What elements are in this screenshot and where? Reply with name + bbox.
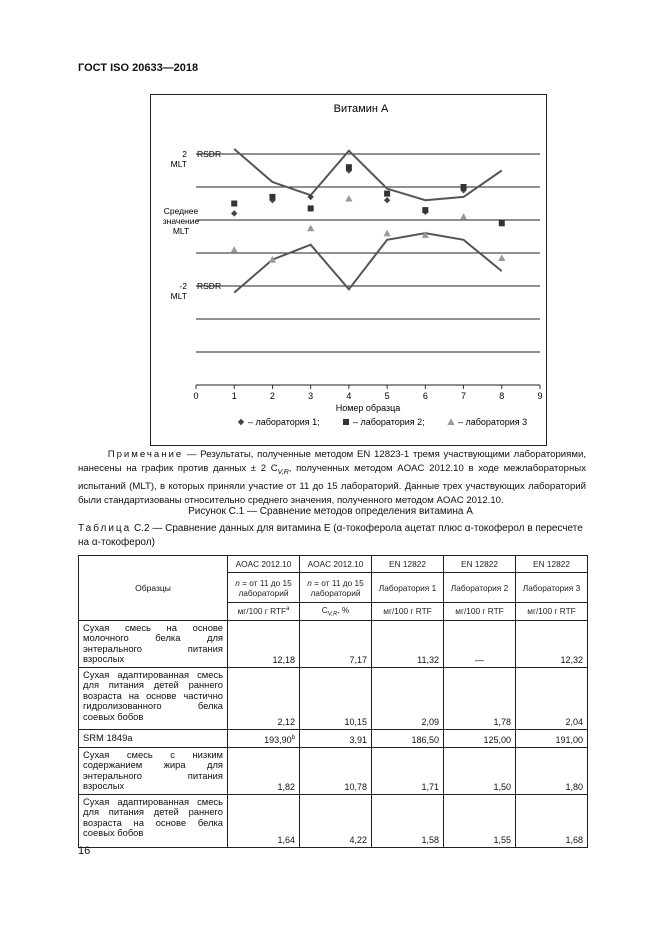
data-point-triangle bbox=[345, 195, 352, 202]
unit-text: C bbox=[321, 605, 328, 615]
sample-name: Сухая смесь на основе молочного белка для энтерального питания взрослых bbox=[79, 620, 228, 667]
legend-marker-triangle bbox=[447, 418, 454, 425]
sample-name: Сухая смесь с низким содержанием жира для энтерального питания взрослых bbox=[79, 747, 228, 794]
cell-footnote: b bbox=[291, 734, 295, 741]
cell-value: 1,78 bbox=[444, 667, 516, 729]
sample-name: Сухая адаптированная смесь для питания детей раннего возраста на основе белка соевых бобов bbox=[79, 794, 228, 847]
data-point-square bbox=[499, 220, 505, 226]
data-point-square bbox=[346, 164, 352, 170]
unit-suffix: , % bbox=[337, 605, 350, 615]
cell-value: 12,32 bbox=[516, 620, 588, 667]
unit-subscript: V,R bbox=[327, 611, 338, 618]
legend-marker-diamond bbox=[238, 419, 244, 425]
vitamin-a-chart bbox=[151, 95, 546, 445]
data-point-square bbox=[461, 184, 467, 190]
cell-value: 1,68 bbox=[516, 794, 588, 847]
y-label-upper-rsdr: RSDR bbox=[197, 149, 222, 159]
chart-title: Витамин А bbox=[333, 103, 389, 115]
cell-value: 10,15 bbox=[300, 667, 372, 729]
cell-value: — bbox=[444, 620, 516, 667]
cell-value: 11,32 bbox=[372, 620, 444, 667]
x-tick-label: 6 bbox=[422, 391, 428, 401]
x-tick-label: 8 bbox=[499, 391, 505, 401]
legend-label: – лаборатория 1; bbox=[248, 417, 320, 427]
descr-header: Лаборатория 1 bbox=[372, 573, 444, 603]
data-point-square bbox=[384, 191, 390, 197]
x-tick-label: 1 bbox=[231, 391, 237, 401]
cell-value: 2,04 bbox=[516, 667, 588, 729]
descr-header: n = от 11 до 15 лабораторий bbox=[228, 573, 300, 603]
x-tick-label: 9 bbox=[537, 391, 543, 401]
cell-value: 1,64 bbox=[228, 794, 300, 847]
cell-value: 12,18 bbox=[228, 620, 300, 667]
note-label: Примечание bbox=[107, 449, 184, 460]
data-point-diamond bbox=[231, 210, 237, 216]
data-point-triangle bbox=[384, 230, 391, 237]
cell-value: 1,82 bbox=[228, 747, 300, 794]
upper-limit-line bbox=[234, 149, 502, 200]
method-header: AOAC 2012.10 bbox=[228, 556, 300, 573]
table-row bbox=[79, 620, 588, 667]
cell-value: 1,80 bbox=[516, 747, 588, 794]
legend-label: – лаборатория 3 bbox=[458, 417, 528, 427]
x-tick-label: 3 bbox=[308, 391, 314, 401]
cell-value: 1,55 bbox=[444, 794, 516, 847]
method-header: AOAC 2012.10 bbox=[300, 556, 372, 573]
x-tick-label: 7 bbox=[461, 391, 467, 401]
note-text-1: Результаты, полученные методом EN 12823-1 тремя участвующими лабораториями, нанесены на график против данных ± 2 C bbox=[78, 449, 586, 474]
legend-label: – лаборатория 2; bbox=[353, 417, 425, 427]
method-header: EN 12822 bbox=[372, 556, 444, 573]
descr-header: Лаборатория 2 bbox=[444, 573, 516, 603]
table-caption bbox=[78, 522, 588, 550]
y-label-mean: Среднее значение MLT bbox=[162, 206, 200, 236]
figure-caption: Рисунок С.1 — Сравнение методов определения витамина А bbox=[188, 506, 473, 517]
figure-note bbox=[78, 448, 586, 508]
cell-value: 2,12 bbox=[228, 667, 300, 729]
x-tick-label: 0 bbox=[193, 391, 199, 401]
cell-value-text: 193,90 bbox=[264, 734, 292, 745]
cell-value: 125,00 bbox=[444, 729, 516, 747]
x-tick-label: 4 bbox=[346, 391, 352, 401]
page-number: 16 bbox=[78, 845, 91, 857]
table-caption-label: Таблица bbox=[78, 523, 132, 534]
note-text-2: , полученных методом AOAC 2012.10 в ходе межлабораторных испытаний (MLT), в которых приняли участие от 11 до 15 лабораторий. Данные трех участвующих лабораторий были стандартизованы относительно среднего значения, полученного методом AOAC 2012.10. bbox=[78, 463, 587, 506]
data-point-square bbox=[269, 194, 275, 200]
unit-header: мг/100 г RTF bbox=[516, 603, 588, 621]
data-point-triangle bbox=[231, 246, 238, 253]
x-tick-label: 5 bbox=[384, 391, 390, 401]
cell-value: 10,78 bbox=[300, 747, 372, 794]
table-row bbox=[79, 667, 588, 729]
descr-text: = от 11 до 15 лабораторий bbox=[310, 577, 364, 598]
table-caption-text: С.2 — Сравнение данных для витамина Е (α-токоферола ацетат плюс α-токоферол в пересчете на α-токоферол) bbox=[78, 523, 583, 548]
unit-text: мг/100 г RTF bbox=[237, 606, 287, 617]
vitamin-e-table bbox=[78, 555, 588, 848]
data-point-square bbox=[308, 205, 314, 211]
x-axis-label: Номер образца bbox=[335, 403, 401, 413]
document-header: ГОСТ ISO 20633—2018 bbox=[78, 62, 199, 74]
y-label-upper: 2 MLT bbox=[170, 149, 187, 169]
unit-header: мг/100 г RTF bbox=[372, 603, 444, 621]
table-row bbox=[79, 794, 588, 847]
cell-value: 1,71 bbox=[372, 747, 444, 794]
unit-header bbox=[300, 603, 372, 621]
data-point-diamond bbox=[384, 197, 390, 203]
data-point-triangle bbox=[498, 254, 505, 261]
y-label-lower: -2 MLT bbox=[170, 281, 187, 301]
cell-value: 1,50 bbox=[444, 747, 516, 794]
data-point-square bbox=[422, 207, 428, 213]
method-header: EN 12822 bbox=[516, 556, 588, 573]
descr-text: = от 11 до 15 лабораторий bbox=[238, 577, 292, 598]
unit-footnote: a bbox=[286, 606, 290, 613]
data-point-triangle bbox=[307, 225, 314, 232]
lower-limit-line bbox=[234, 233, 502, 292]
sample-name: SRM 1849a bbox=[79, 729, 228, 747]
cell-value: 2,09 bbox=[372, 667, 444, 729]
cell-value: 186,50 bbox=[372, 729, 444, 747]
cell-value: 1,58 bbox=[372, 794, 444, 847]
cell-value: 4,22 bbox=[300, 794, 372, 847]
table-row bbox=[79, 747, 588, 794]
sample-name: Сухая адаптированная смесь для питания детей раннего возраста на основе частично гидролизованного белка соевых бобов bbox=[79, 667, 228, 729]
descr-header: Лаборатория 3 bbox=[516, 573, 588, 603]
data-point-triangle bbox=[460, 213, 467, 220]
legend-marker-square bbox=[343, 419, 349, 425]
unit-header: мг/100 г RTF bbox=[444, 603, 516, 621]
note-subscript: V,R bbox=[277, 468, 289, 476]
data-point-square bbox=[231, 201, 237, 207]
method-header: EN 12822 bbox=[444, 556, 516, 573]
note-dash: — bbox=[183, 449, 201, 460]
y-label-lower-rsdr: RSDR bbox=[197, 281, 222, 291]
table-row bbox=[79, 729, 588, 747]
cell-value: 191,00 bbox=[516, 729, 588, 747]
unit-header bbox=[228, 603, 300, 621]
chart-frame bbox=[150, 94, 547, 446]
cell-value: 7,17 bbox=[300, 620, 372, 667]
descr-header: n = от 11 до 15 лабораторий bbox=[300, 573, 372, 603]
cell-value bbox=[228, 729, 300, 747]
x-tick-label: 2 bbox=[269, 391, 275, 401]
cell-value: 3,91 bbox=[300, 729, 372, 747]
row-header-samples: Образцы bbox=[79, 556, 228, 621]
